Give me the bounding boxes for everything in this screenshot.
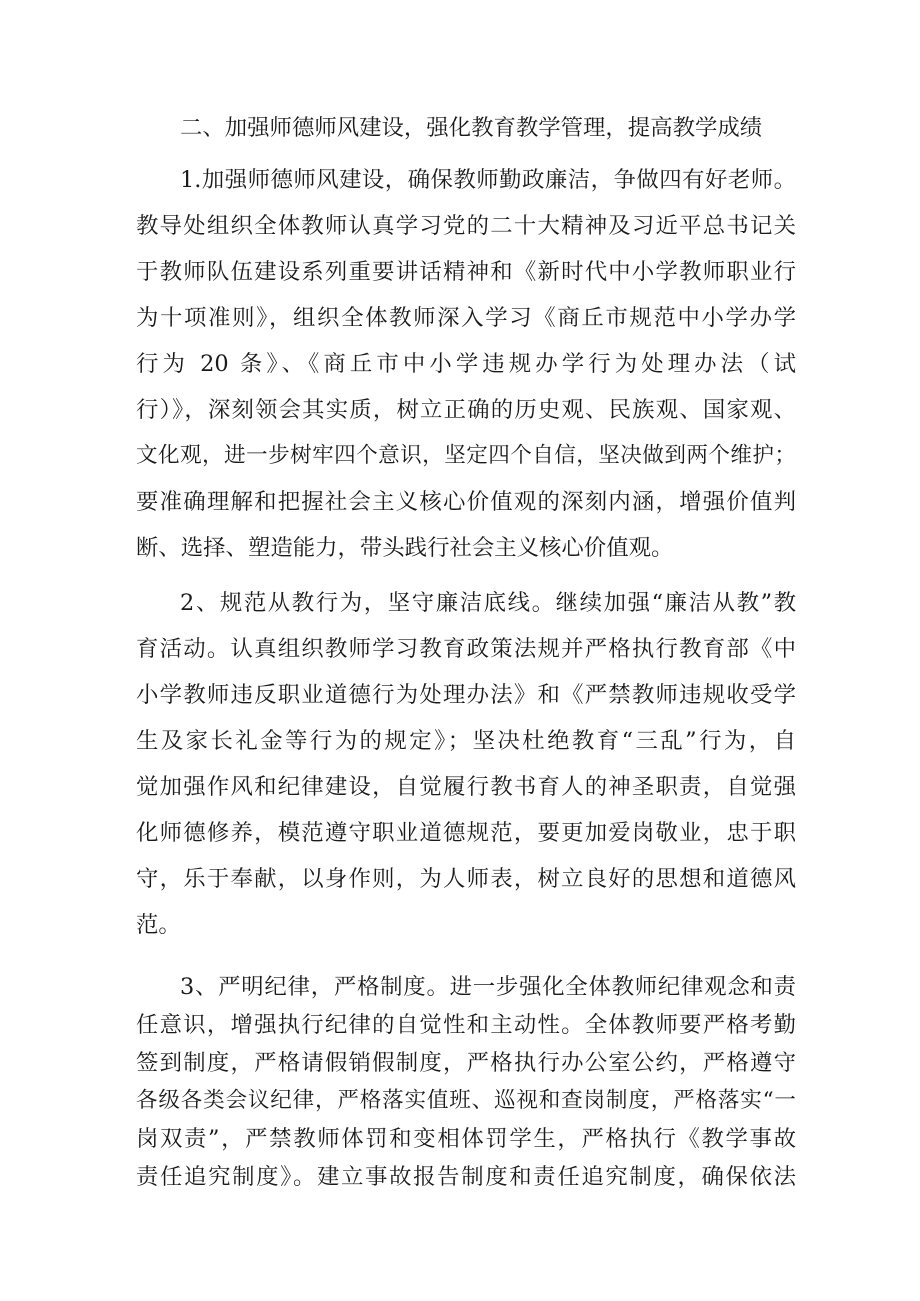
paragraph-3-line-5: 岗双责”，严禁教师体罚和变相体罚学生，严格执行《教学事故: [136, 1126, 796, 1152]
paragraph-2-line-6: 化师德修养，模范遵守职业道德规范，要更加爱岗敬业，忠于职: [136, 820, 796, 846]
paragraph-1-line-7: 文化观，进一步树牢四个意识，坚定四个自信，坚决做到两个维护；: [136, 443, 796, 468]
paragraph-2-line-1: 2、规范从教行为，坚守廉洁底线。继续加强“廉洁从教”教: [180, 590, 796, 616]
paragraph-1-line-3: 于教师队伍建设系列重要讲话精神和《新时代中小学教师职业行: [136, 259, 796, 285]
paragraph-2-line-4: 生及家长礼金等行为的规定》；坚决杜绝教育“三乱”行为，自: [136, 728, 796, 754]
paragraph-3-line-6: 责任追究制度》。建立事故报告制度和责任追究制度，确保依法: [136, 1164, 796, 1190]
paragraph-1-line-6: 行）》，深刻领会其实质，树立正确的历史观、民族观、国家观、: [136, 397, 796, 423]
paragraph-1-line-5: 行为 20 条》、《商丘市中小学违规办学行为处理办法（试: [136, 351, 796, 377]
paragraph-1-line-4: 为十项准则》，组织全体教师深入学习《商丘市规范中小学办学: [136, 305, 796, 331]
paragraph-3-line-1: 3、严明纪律，严格制度。进一步强化全体教师纪律观念和责: [180, 974, 796, 1000]
paragraph-3-line-4: 各级各类会议纪律，严格落实值班、巡视和查岗制度，严格落实“一: [136, 1088, 796, 1113]
paragraph-1-line-9: 断、选择、塑造能力，带头践行社会主义核心价值观。: [136, 535, 674, 561]
section-heading: 二、加强师德师风建设，强化教育教学管理，提高教学成绩: [180, 115, 763, 141]
paragraph-2-line-5: 觉加强作风和纪律建设，自觉履行教书育人的神圣职责，自觉强: [136, 774, 796, 800]
paragraph-3-line-3: 签到制度，严格请假销假制度，严格执行办公室公约，严格遵守: [136, 1050, 796, 1076]
paragraph-2-line-2: 育活动。认真组织教师学习教育政策法规并严格执行教育部《中: [136, 636, 796, 662]
paragraph-1-line-8: 要准确理解和把握社会主义核心价值观的深刻内涵，增强价值判: [136, 489, 796, 515]
paragraph-3-line-2: 任意识，增强执行纪律的自觉性和主动性。全体教师要严格考勤: [136, 1012, 796, 1038]
paragraph-2-line-3: 小学教师违反职业道德行为处理办法》和《严禁教师违规收受学: [136, 682, 796, 708]
paragraph-2-line-7: 守，乐于奉献，以身作则，为人师表，树立良好的思想和道德风: [136, 866, 796, 892]
paragraph-1-line-1: 1.加强师德师风建设，确保教师勤政廉洁，争做四有好老师。: [180, 167, 796, 193]
paragraph-2-line-8: 范。: [136, 912, 181, 938]
paragraph-1-line-2: 教导处组织全体教师认真学习党的二十大精神及习近平总书记关: [136, 213, 796, 239]
